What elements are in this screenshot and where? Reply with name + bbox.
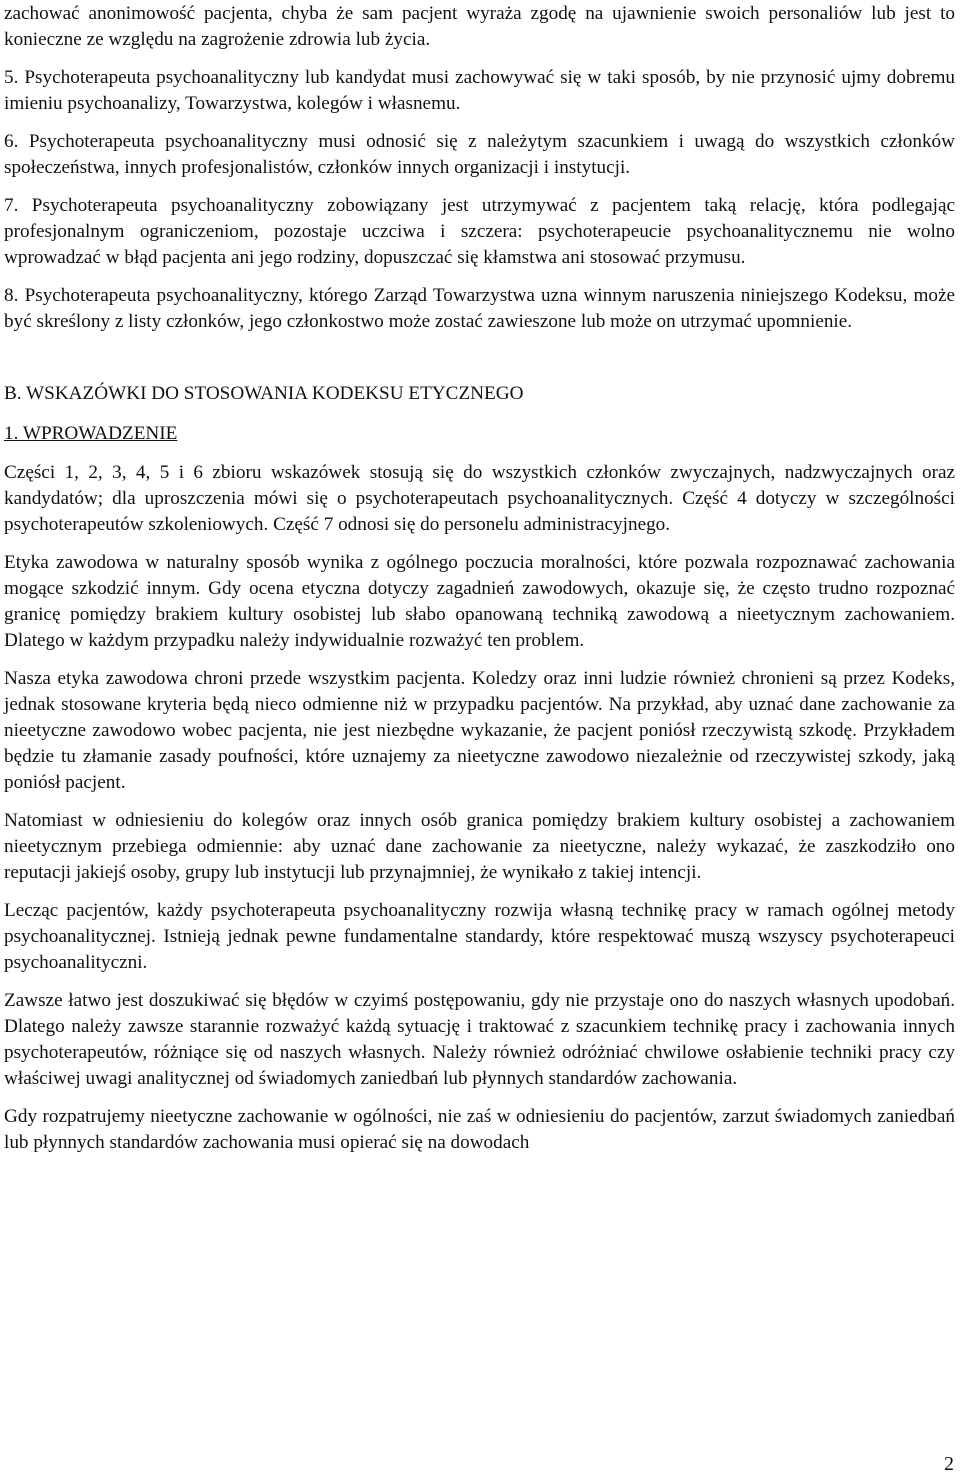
document-page xyxy=(4,0,955,1156)
paragraph-technique: Lecząc pacjentów, każdy psychoterapeuta psychoanalityczny rozwija własną technikę pracy w ramach ogólnej metody psychoanalitycznej. Istnieją jednak pewne fundamentalne standardy, które respektować muszą wszyscy psychoterapeuci psychoanalityczni. xyxy=(4,900,955,973)
paragraph-rule-6: 6. Psychoterapeuta psychoanalityczny musi odnosić się z należytym szacunkiem i uwagą do wszystkich członków społeczeństwa, innych profesjonalistów, członków innych organizacji i instytucji. xyxy=(4,131,955,178)
paragraph-patient-protection: Nasza etyka zawodowa chroni przede wszystkim pacjenta. Koledzy oraz inni ludzie również chronieni są przez Kodeks, jednak stosowane kryteria będą nieco odmienne niż w przypadku pacjentów. Na przykład, aby uznać dane zachowanie za nieetyczne zawodowo wobec pacjenta, nie jest niezbędne wykazanie, że pacjent poniósł rzeczywistą szkodę. Przykładem będzie tu złamanie zasady poufności, które uznajemy za nieetyczne zawodowo niezależnie od rzeczywistej szkody, jaką poniósł pacjent. xyxy=(4,668,955,793)
section-heading: B. WSKAZÓWKI DO STOSOWANIA KODEKSU ETYCZNEGO xyxy=(4,383,524,404)
paragraph-rule-8: 8. Psychoterapeuta psychoanalityczny, którego Zarząd Towarzystwa uzna winnym naruszenia niniejszego Kodeksu, może być skreślony z listy członków, jego członkostwo może zostać zawieszone lub może on utrzymać upomnienie. xyxy=(4,285,955,332)
paragraph-introduction: Części 1, 2, 3, 4, 5 i 6 zbioru wskazówek stosują się do wszystkich członków zwyczajnych, nadzwyczajnych oraz kandydatów; dla uproszczenia mówi się o psychoterapeutach psychoanalitycznych. Część 4 dotyczy w szczególności psychoterapeutów szkoleniowych. Część 7 odnosi się do personelu administracyjnego. xyxy=(4,462,955,535)
subsection-heading: 1. WPROWADZENIE xyxy=(4,423,178,444)
paragraph-rule-7: 7. Psychoterapeuta psychoanalityczny zobowiązany jest utrzymywać z pacjentem taką relację, która podlegając profesjonalnym ograniczeniom, pozostaje uczciwa i szczera: psychoterapeucie psychoanalitycznemu nie wolno wprowadzać w błąd pacjenta ani jego rodziny, dopuszczać się kłamstwa ani stosować przymusu. xyxy=(4,195,955,268)
paragraph-rule-5: 5. Psychoterapeuta psychoanalityczny lub kandydat musi zachowywać się w taki sposób, by nie przynosić ujmy dobremu imieniu psychoanalizy, Towarzystwa, kolegów i własnemu. xyxy=(4,67,955,114)
page-number: 2 xyxy=(944,1453,954,1475)
paragraph-continuation: zachować anonimowość pacjenta, chyba że sam pacjent wyraża zgodę na ujawnienie swoich personaliów lub jest to konieczne ze względu na zagrożenie zdrowia lub życia. xyxy=(4,3,955,50)
paragraph-colleagues: Natomiast w odniesieniu do kolegów oraz innych osób granica pomiędzy brakiem kultury osobistej a zachowaniem nieetycznym przebiega odmiennie: aby uznać dane zachowanie za nieetyczne, należy wykazać, że zaszkodziło ono reputacji jakiejś osoby, grupy lub instytucji lub przynajmniej, że wynikało z takiej intencji. xyxy=(4,810,955,883)
paragraph-errors: Zawsze łatwo jest doszukiwać się błędów w czyimś postępowaniu, gdy nie przystaje ono do naszych własnych upodobań. Dlatego należy zawsze starannie rozważyć każdą sytuację i traktować z szacunkiem technikę pracy i zachowania innych psychoterapeutów, różniące się od naszych własnych. Należy również odróżniać chwilowe osłabienie techniki pracy czy właściwej uwagi analitycznej od świadomych zaniedbań lub płynnych standardów zachowania. xyxy=(4,990,955,1089)
paragraph-professional-ethics: Etyka zawodowa w naturalny sposób wynika z ogólnego poczucia moralności, które pozwala rozpoznawać zachowania mogące szkodzić innym. Gdy ocena etyczna dotyczy zagadnień zawodowych, okazuje się, że często trudno rozpoznać granicę pomiędzy brakiem kultury osobistej lub słabo opanowaną techniką zawodową a nieetycznym zachowaniem. Dlatego w każdym przypadku należy indywidualnie rozważyć ten problem. xyxy=(4,552,955,651)
paragraph-unethical-general: Gdy rozpatrujemy nieetyczne zachowanie w ogólności, nie zaś w odniesieniu do pacjentów, zarzut świadomych zaniedbań lub płynnych standardów zachowania musi opierać się na dowodach xyxy=(4,1106,955,1153)
